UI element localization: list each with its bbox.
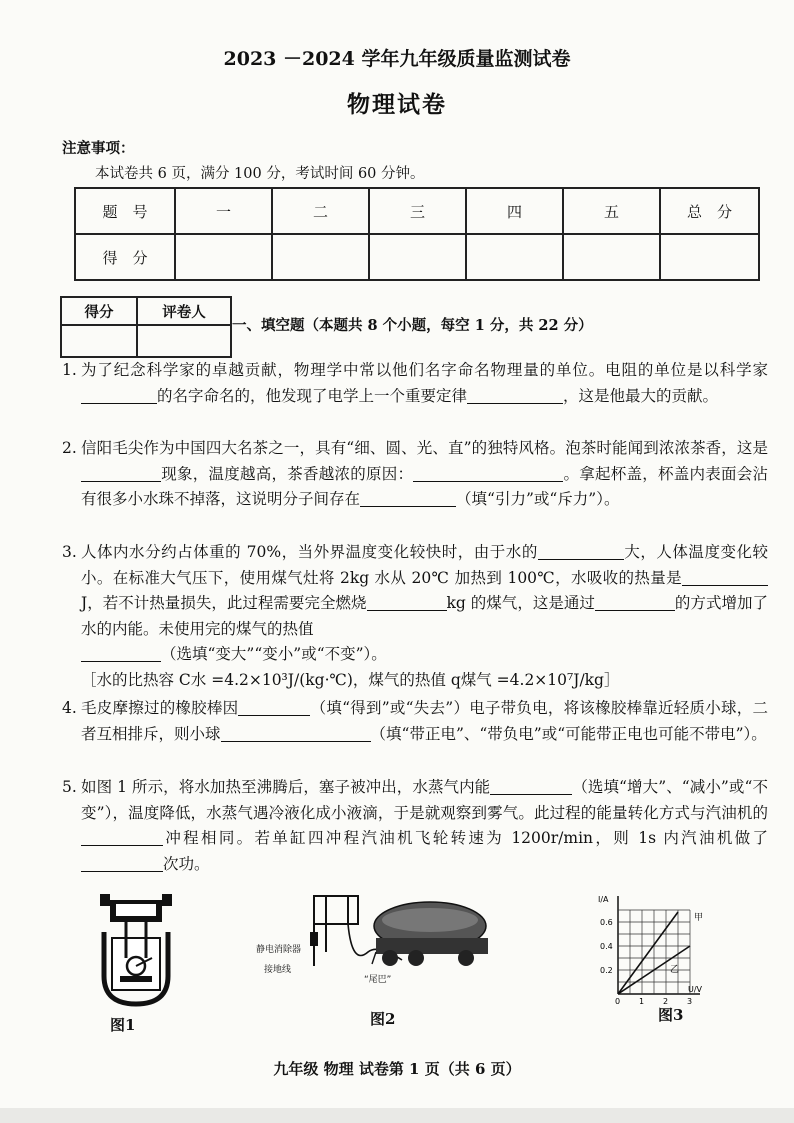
score-row-label: 得 分 [75,234,175,280]
y-tick: 0.6 [600,918,613,927]
question-2 [62,436,768,513]
question-number: 5. [62,778,77,796]
figure-2 [252,892,492,1042]
x-tick: 0 [615,997,621,1006]
subject-title: 物理试卷 [347,91,447,118]
question-text: 冲程相同。若单缸四冲程汽油机飞轮转速为 1200r/min，则 1s 内汽油机做了 [163,829,768,848]
figure-2-label: 图2 [370,1010,396,1028]
series-yi-label: 乙 [670,965,680,975]
answer-blank[interactable] [595,594,675,611]
figure-1 [96,892,176,1042]
question-number: 3. [62,543,77,561]
page-footer: 九年级 物理 试卷第 1 页（共 6 页） [273,1060,521,1078]
tail-label: “尾巴” [364,975,392,985]
grader-box-header [61,297,231,325]
question-text: 次功。 [163,854,210,873]
x-tick: 2 [663,997,669,1006]
question-number: 4. [62,699,77,717]
grader-name-label: 评卷人 [137,297,231,325]
answer-blank[interactable] [81,645,161,662]
static-eliminator-label: 静电消除器 [256,945,302,955]
grader-box-row [61,325,231,357]
answer-blank[interactable] [81,465,161,482]
question-text: 毛皮摩擦过的橡胶棒因 [81,699,239,717]
answer-blank[interactable] [682,569,768,586]
score-cell-empty[interactable] [175,234,272,280]
x-tick: 1 [639,997,645,1006]
x-tick: 3 [687,997,693,1006]
grader-name-cell[interactable] [137,325,231,357]
answer-blank[interactable] [221,725,371,742]
answer-blank[interactable] [367,594,447,611]
question-text: （选填“变大”“变小”或“不变”）。 [161,645,387,664]
figure-3 [596,890,716,1040]
exam-title: 2023 －2024 学年九年级质量监测试卷 [223,48,571,70]
answer-blank[interactable] [413,465,563,482]
question-3 [62,540,768,694]
question-text: （选填“增大”、“减小”或“不变”），温度降低，水蒸气遇冷液化成小液滴，于是就观察到雾气。此过程的能量转化方式与汽油机的 [81,778,768,822]
y-axis-label: I/A [598,895,609,904]
question-4 [62,696,768,747]
notice-text: 本试卷共 6 页，满分 100 分，考试时间 60 分钟。 [95,166,425,182]
score-cell-empty[interactable] [466,234,563,280]
question-text: （填“引力”或“斥力”）。 [456,490,620,509]
answer-blank[interactable] [81,855,163,872]
answer-blank[interactable] [538,543,624,560]
score-table-cell: 二 [272,188,369,234]
score-table-score-row [75,234,759,280]
question-text: ，这是他最大的贡献。 [563,386,719,405]
question-text: 大，人体温度变化较小。在标准大气压下，使用煤气灶将 2kg 水从 20℃ 加热到 100℃，水吸收的热量是 [81,543,768,587]
score-table-cell: 三 [369,188,466,234]
score-table-header-row [75,188,759,234]
question-text: 现象，温度越高，茶香越浓的原因： [161,464,414,483]
question-text: 的方式增加了水的内能。未使用完的煤气的热值 [81,594,768,638]
section-heading: 一、填空题（本题共 8 个小题，每空 1 分，共 22 分） [232,317,593,334]
constants-note: ［水的比热容 C水 =4.2×10³J/(kg·℃)，煤气的热值 q煤气 =4.2×10⁷J/kg］ [81,670,620,689]
grader-score-cell[interactable] [61,325,137,357]
y-tick: 0.2 [600,966,613,975]
score-cell-empty[interactable] [272,234,369,280]
question-text: 如图 1 所示，将水加热至沸腾后，塞子被冲出，水蒸气内能 [81,778,491,796]
score-table-cell: 一 [175,188,272,234]
answer-blank[interactable] [238,699,310,716]
x-axis-label: U/V [688,985,703,994]
score-cell-empty[interactable] [660,234,759,280]
scan-edge [0,1108,794,1123]
question-text: 为了纪念科学家的卓越贡献，物理学中常以他们名字命名物理量的单位。电阻的单位是以科学家 [81,361,768,379]
score-table-cell: 总 分 [660,188,759,234]
figure-3-label: 图3 [658,1006,684,1024]
question-number: 1. [62,361,77,379]
question-text: 。拿起杯盖，杯盖内表面会沾有很多小水珠不掉落，这说明分子间存在 [81,464,768,509]
question-text: kg 的煤气，这是通过 [446,594,595,613]
question-text: 的名字命名的，他发现了电学上一个重要定律 [157,386,468,405]
question-text: 人体内水分约占体重的 70%，当外界温度变化较快时，由于水的 [81,543,538,561]
question-1 [62,358,768,409]
score-cell-empty[interactable] [369,234,466,280]
answer-blank[interactable] [81,829,163,846]
answer-blank[interactable] [81,387,157,404]
y-tick: 0.4 [600,942,613,951]
question-text: 信阳毛尖作为中国四大名茶之一，具有“细、圆、光、直”的独特风格。泡茶时能闻到浓浓茶香，这是 [81,439,768,457]
question-text: （填“带正电”、“带负电”或“可能带正电也可能不带电”）。 [370,724,767,743]
score-table-cell: 四 [466,188,563,234]
question-text: （填“得到”或“失去”）电子带负电，将该橡胶棒靠近轻质小球，二者互相排斥，则小球 [81,699,768,743]
notice-heading: 注意事项： [62,140,135,157]
answer-blank[interactable] [360,490,456,507]
score-cell-empty[interactable] [563,234,660,280]
figure-1-label: 图1 [110,1016,136,1034]
flask-illustration [96,892,176,1012]
question-text: J，若不计热量损失，此过程需要完全燃烧 [81,594,367,613]
question-5 [62,775,768,877]
ground-wire-label: 接地线 [264,965,292,975]
score-table [74,187,760,281]
iu-graph [596,890,716,1006]
answer-blank[interactable] [490,778,572,795]
answer-blank[interactable] [467,387,563,404]
grader-score-label: 得分 [61,297,137,325]
grader-box [60,296,232,358]
series-jia-label: 甲 [694,913,704,923]
score-table-cell: 题 号 [75,188,175,234]
score-table-cell: 五 [563,188,660,234]
question-number: 2. [62,439,77,457]
